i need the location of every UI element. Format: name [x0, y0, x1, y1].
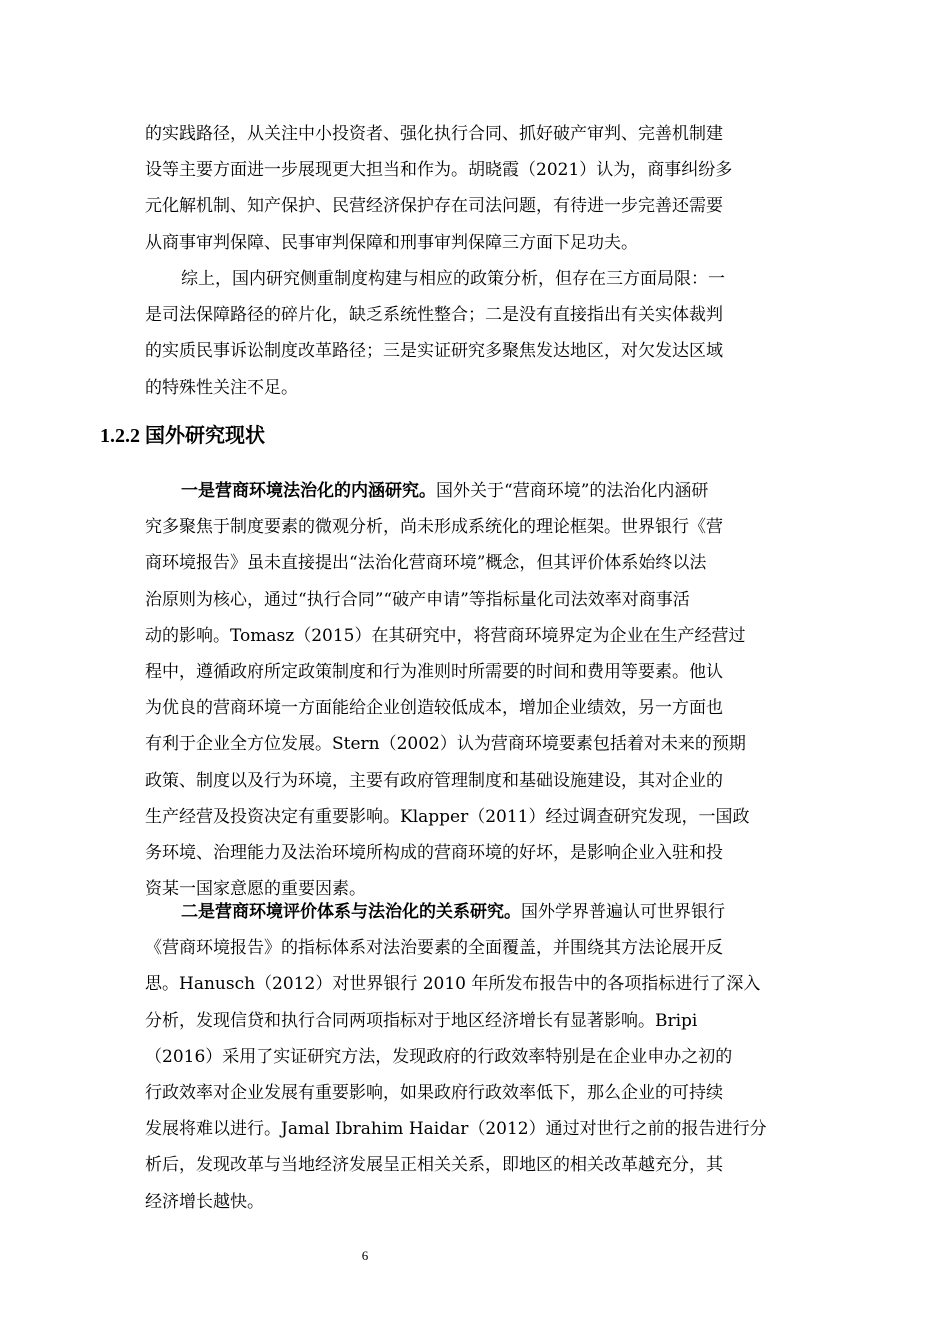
text-line: 综上，国内研究侧重制度构建与相应的政策分析，但存在三方面局限：一 — [181, 269, 725, 289]
text-line: 析后，发现改革与当地经济发展呈正相关关系，即地区的相关改革越充分，其 — [145, 1155, 723, 1176]
text-line: 的实质民事诉讼制度改革路径；三是实证研究多聚焦发达地区，对欠发达区域 — [145, 341, 723, 362]
text-line: 元化解机制、知产保护、民营经济保护存在司法问题，有待进一步完善还需要 — [145, 196, 723, 217]
text-segment: 国外关于“营商环境”的法治化内涵研 — [436, 481, 709, 501]
text-line: 的特殊性关注不足。 — [145, 377, 298, 398]
paragraph-lead: 一是营商环境法治化的内涵研究。 — [181, 481, 436, 501]
text-line: 资某一国家意愿的重要因素。 — [145, 879, 366, 900]
text-line: 的实践路径，从关注中小投资者、强化执行合同、抓好破产审判、完善机制建 — [145, 124, 723, 144]
text-line: 有利于企业全方位发展。Stern（2002）认为营商环境要素包括着对未来的预期 — [145, 734, 746, 755]
text-line: 治原则为核心，通过“执行合同”“破产申请”等指标量化司法效率对商事活 — [145, 589, 690, 610]
paragraph-summary — [145, 261, 800, 406]
text-line: 政策、制度以及行为环境，主要有政府管理制度和基础设施建设，其对企业的 — [145, 770, 723, 791]
text-line: 设等主要方面进一步展现更大担当和作为。胡晓霞（2021）认为，商事纠纷多 — [145, 160, 733, 181]
text-line: 思。Hanusch（2012）对世界银行 2010 年所发布报告中的各项指标进行了深入 — [145, 974, 761, 995]
text-line: 动的影响。Tomasz（2015）在其研究中，将营商环境界定为企业在生产经营过 — [145, 625, 746, 646]
paragraph-foreign-intro — [145, 473, 800, 907]
text-line: 从商事审判保障、民事审判保障和刑事审判保障三方面下足功夫。 — [145, 232, 638, 253]
text-line: 分析，发现信贷和执行合同两项指标对于地区经济增长有显著影响。Bripi — [145, 1010, 698, 1031]
text-segment: 国外学界普遍认可世界银行 — [521, 902, 725, 922]
text-line: 为优良的营商环境一方面能给企业创造较低成本，增加企业绩效，另一方面也 — [145, 698, 723, 719]
text-line: 是司法保障路径的碎片化，缺乏系统性整合；二是没有直接指出有关实体裁判 — [145, 305, 723, 326]
text-line: 商环境报告》虽未直接提出“法治化营商环境”概念，但其评价体系始终以法 — [145, 553, 707, 574]
paragraph-lead: 二是营商环境评价体系与法治化的关系研究。 — [181, 902, 521, 922]
text-line: 行政效率对企业发展有重要影响，如果政府行政效率低下，那么企业的可持续 — [145, 1082, 723, 1103]
text-line: 生产经营及投资决定有重要影响。Klapper（2011）经过调查研究发现，一国政 — [145, 806, 750, 827]
text-line: 发展将难以进行。Jamal Ibrahim Haidar（2012）通过对世行之前的报告进行分 — [145, 1119, 767, 1140]
text-line: 究多聚焦于制度要素的微观分析，尚未形成系统化的理论框架。世界银行《营 — [145, 517, 723, 538]
text-line: 程中，遵循政府所定政策制度和行为准则时所需要的时间和费用等要素。他认 — [145, 661, 723, 682]
section-heading: 1.2.2 国外研究现状 — [100, 425, 265, 447]
text-line: （2016）采用了实证研究方法，发现政府的行政效率特别是在企业申办之初的 — [145, 1046, 733, 1067]
text-line — [145, 894, 800, 930]
paragraph-evaluation-system — [145, 894, 800, 1220]
text-line: 务环境、治理能力及法治环境所构成的营商环境的好坏，是影响企业入驻和投 — [145, 842, 723, 863]
page-number: 6 — [361, 1248, 369, 1263]
text-line — [145, 473, 800, 509]
text-line: 《营商环境报告》的指标体系对法治要素的全面覆盖，并围绕其方法论展开反 — [145, 938, 723, 959]
text-line: 经济增长越快。 — [145, 1191, 264, 1212]
paragraph-continued — [145, 116, 800, 261]
